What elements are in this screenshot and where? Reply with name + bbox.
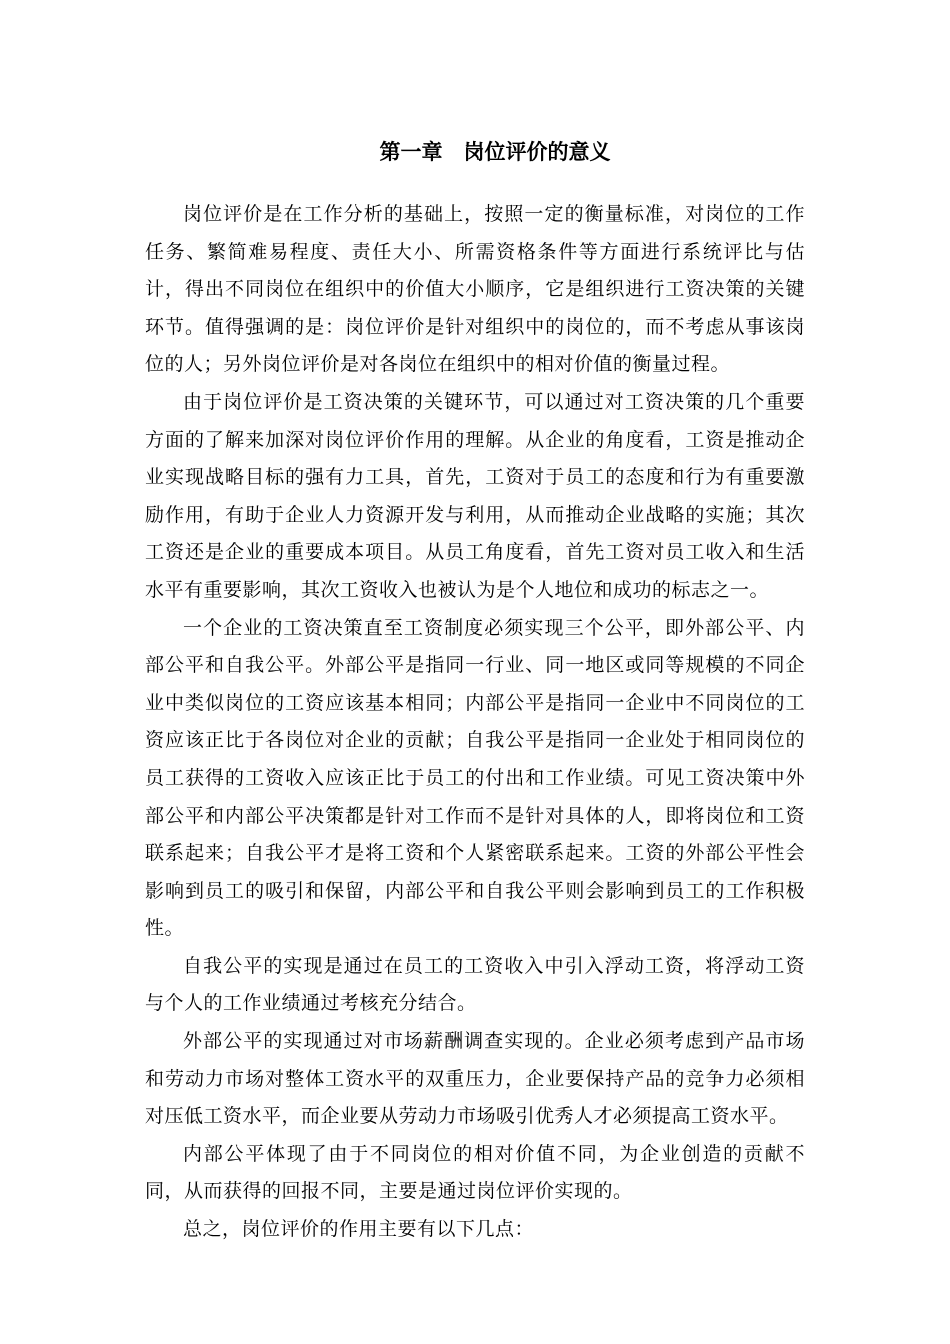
paragraph-1: 岗位评价是在工作分析的基础上，按照一定的衡量标准，对岗位的工作任务、繁简难易程度、责任大小、所需资格条件等方面进行系统评比与估计，得出不同岗位在组织中的价值大小顺序，它是组织进行工资决策的关键环节。值得强调的是：岗位评价是针对组织中的岗位的，而不考虑从事该岗位的人；另外岗位评价是对各岗位在组织中的相对价值的衡量过程。 [145,203,805,376]
document-body [145,196,805,1249]
paragraph-4: 自我公平的实现是通过在员工的工资收入中引入浮动工资，将浮动工资与个人的工作业绩通过考核充分结合。 [145,954,805,1015]
paragraph-6: 内部公平体现了由于不同岗位的相对价值不同，为企业创造的贡献不同，从而获得的回报不同，主要是通过岗位评价实现的。 [145,1142,805,1203]
paragraph-2: 由于岗位评价是工资决策的关键环节，可以通过对工资决策的几个重要方面的了解来加深对岗位评价作用的理解。从企业的角度看，工资是推动企业实现战略目标的强有力工具，首先，工资对于员工的态度和行为有重要激励作用，有助于企业人力资源开发与利用，从而推动企业战略的实施；其次工资还是企业的重要成本项目。从员工角度看，首先工资对员工收入和生活水平有重要影响，其次工资收入也被认为是个人地位和成功的标志之一。 [145,390,805,601]
chapter-title: 第一章 岗位评价的意义 [379,140,611,164]
paragraph-7: 总之，岗位评价的作用主要有以下几点： [183,1218,535,1241]
paragraph-5: 外部公平的实现通过对市场薪酬调查实现的。企业必须考虑到产品市场和劳动力市场对整体工资水平的双重压力，企业要保持产品的竞争力必须相对压低工资水平，而企业要从劳动力市场吸引优秀人才必须提高工资水平。 [145,1030,805,1128]
paragraph-3: 一个企业的工资决策直至工资制度必须实现三个公平，即外部公平、内部公平和自我公平。外部公平是指同一行业、同一地区或同等规模的不同企业中类似岗位的工资应该基本相同；内部公平是指同一企业中不同岗位的工资应该正比于各岗位对企业的贡献；自我公平是指同一企业处于相同岗位的员工获得的工资收入应该正比于员工的付出和工作业绩。可见工资决策中外部公平和内部公平决策都是针对工作而不是针对具体的人，即将岗位和工资联系起来；自我公平才是将工资和个人紧密联系起来。工资的外部公平性会影响到员工的吸引和保留，内部公平和自我公平则会影响到员工的工作积极性。 [145,616,805,940]
